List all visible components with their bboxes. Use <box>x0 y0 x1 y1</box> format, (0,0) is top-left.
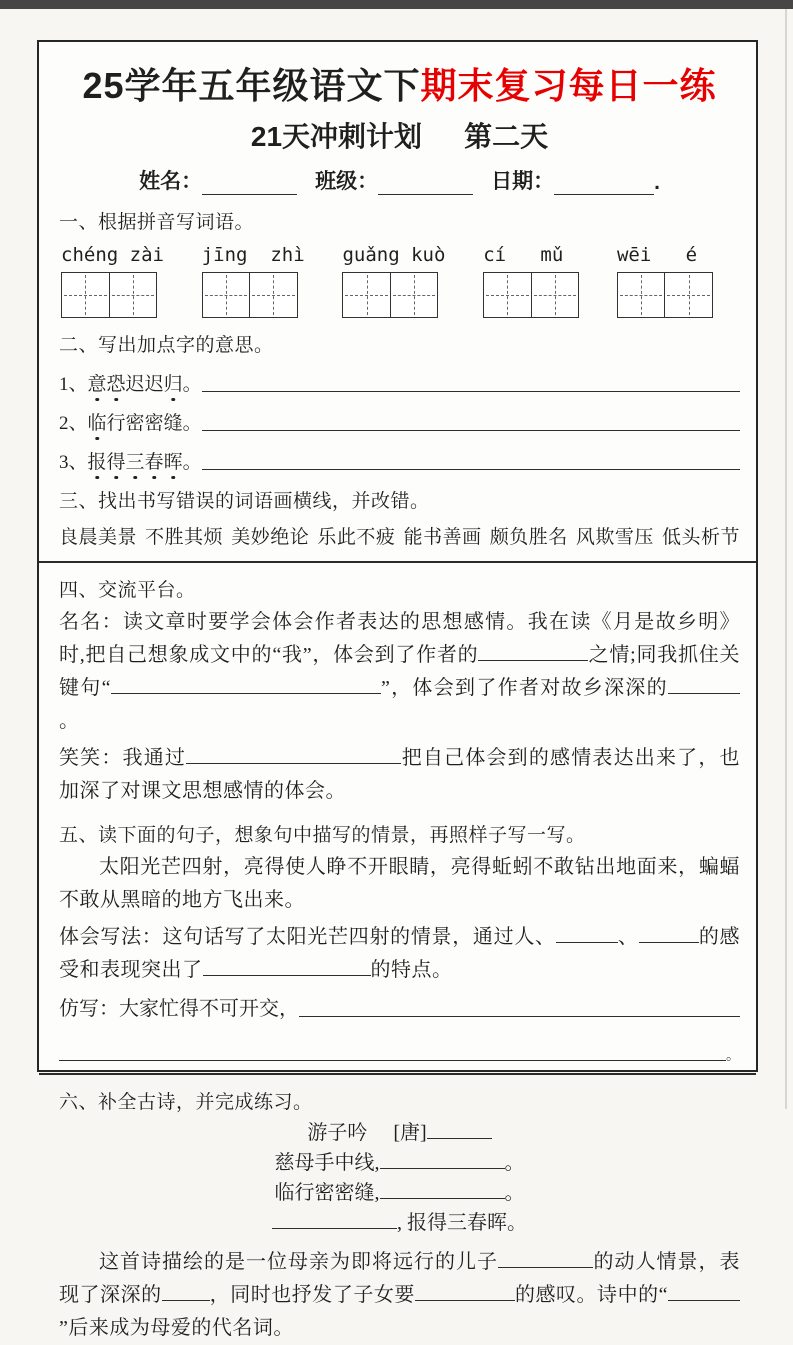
text-segment: 的感叹。诗中的“ <box>514 1284 669 1306</box>
pinyin-label: chéng zài <box>61 244 164 266</box>
pinyin-group <box>61 244 164 318</box>
text-segment: 的特点。 <box>370 959 453 981</box>
char: 密 <box>144 413 164 434</box>
inline-blank <box>498 1251 593 1268</box>
date-label: 日期： <box>491 170 555 193</box>
imitation-row-2 <box>59 1045 740 1065</box>
char: 迟 <box>144 374 164 395</box>
answer-line <box>59 1060 726 1061</box>
text-segment: ”，体会到了作者对故乡深深的 <box>380 677 668 699</box>
section-divider <box>39 1073 756 1075</box>
char: 密 <box>125 413 145 434</box>
item-number: 3、 <box>59 452 88 473</box>
char: 行 <box>106 413 126 434</box>
pinyin-label: jīng zhì <box>201 244 305 266</box>
grid-cell <box>109 273 157 317</box>
dialogue-mingming <box>59 606 740 738</box>
grid-cell <box>203 273 250 317</box>
section1-heading: 一、根据拼音写词语。 <box>59 212 255 233</box>
poem-analysis <box>59 1246 740 1345</box>
dotted-char: 意 <box>88 369 107 396</box>
punct: 。 <box>182 374 202 395</box>
answer-line <box>299 1016 740 1017</box>
inline-blank <box>162 1284 210 1301</box>
dotted-char: 晖 <box>164 447 183 474</box>
answer-line <box>202 391 740 392</box>
page-title-black: 25学年五年级语文下 <box>82 65 421 106</box>
dotted-char: 恐 <box>107 369 126 396</box>
section3-heading: 三、找出书写错误的词语画横线，并改错。 <box>59 491 430 512</box>
grid-cell <box>62 273 109 317</box>
pinyin-group <box>342 244 445 318</box>
inline-blank <box>668 677 740 694</box>
grid-cell <box>618 273 665 317</box>
section2-heading: 二、写出加点字的意思。 <box>59 335 274 356</box>
dotted-item <box>59 408 740 435</box>
class-blank <box>378 177 473 195</box>
section4-heading: 四、交流平台。 <box>59 580 196 601</box>
class-label: 班级： <box>315 170 379 193</box>
inline-blank <box>415 1284 515 1301</box>
text-segment: 这首诗描绘的是一位母亲为即将远行的儿子 <box>99 1251 498 1273</box>
section5-heading: 五、读下面的句子，想象句中描写的情景，再照样子写一写。 <box>59 825 586 846</box>
student-info-row <box>59 165 740 195</box>
dotted-char: 报 <box>88 447 107 474</box>
punct: 。 <box>182 413 202 434</box>
word-item: 不胜其烦 <box>145 527 224 548</box>
page-subtitle <box>59 115 740 155</box>
pinyin-group <box>483 244 579 318</box>
scan-right-edge <box>785 9 787 1109</box>
inline-blank <box>203 959 371 976</box>
text-segment: 仿写：大家忙得不可开交， <box>59 998 299 1020</box>
pinyin-row <box>61 244 713 318</box>
word-item: 美妙绝论 <box>231 527 310 548</box>
inline-blank <box>556 926 618 943</box>
word-item: 乐此不疲 <box>317 527 396 548</box>
poem-author-bracket: [唐] <box>393 1122 427 1144</box>
writing-grid <box>202 272 298 318</box>
poem-block <box>59 1118 740 1238</box>
inline-blank <box>427 1122 492 1139</box>
punct: 。 <box>504 1182 525 1204</box>
pinyin-label: wēi é <box>616 244 698 266</box>
answer-line <box>202 469 740 470</box>
date-blank <box>554 177 654 195</box>
text-segment: 、 <box>617 926 639 948</box>
pinyin-group <box>617 244 713 318</box>
grid-cell <box>484 273 531 317</box>
word-list <box>59 522 740 549</box>
text-segment: 的动人情景，表现了深深的 <box>59 1251 740 1306</box>
writing-grid <box>617 272 713 318</box>
grid-cell <box>664 273 712 317</box>
name-blank <box>202 177 297 195</box>
inline-blank <box>380 1152 505 1169</box>
inline-blank <box>478 644 588 661</box>
punct: 。 <box>726 1049 740 1064</box>
page-title-red: 期末复习每日一练 <box>420 65 717 106</box>
dotted-item <box>59 369 740 396</box>
dialogue-xiaoxiao <box>59 742 740 808</box>
text-segment: 之情;同我抓住关键句“ <box>59 644 740 699</box>
text-segment: 临行密密缝, <box>274 1182 380 1204</box>
writing-grid <box>483 272 579 318</box>
worksheet-frame <box>37 40 758 1339</box>
grid-cell <box>531 273 579 317</box>
inline-blank <box>186 747 401 764</box>
scan-top-edge <box>0 0 793 9</box>
page-title <box>59 58 740 109</box>
poem-line <box>59 1148 740 1178</box>
inline-blank <box>639 926 699 943</box>
punct: 。 <box>504 1152 525 1174</box>
imitation-row <box>59 992 740 1021</box>
text-segment: ”后来成为母爱的代名词。 <box>59 1317 294 1339</box>
text-segment: 慈母手中线, <box>274 1152 380 1174</box>
subtitle-plan: 21天冲刺计划 <box>250 121 423 152</box>
pinyin-group <box>202 244 305 318</box>
text-segment: 。 <box>59 710 80 732</box>
poem-line <box>59 1208 740 1238</box>
method-analysis <box>59 921 740 987</box>
word-item: 低头析节 <box>661 527 740 548</box>
char: 迟 <box>125 374 145 395</box>
punct: 。 <box>182 452 202 473</box>
dotted-char: 归 <box>164 369 183 396</box>
grid-cell <box>390 273 438 317</box>
item-number: 2、 <box>59 413 88 434</box>
text-segment: , 报得三春晖。 <box>397 1212 527 1234</box>
section6-heading: 六、补全古诗，并完成练习。 <box>59 1092 313 1113</box>
dotted-char: 得 <box>107 447 126 474</box>
pinyin-label: cí mǔ <box>483 244 564 266</box>
text-segment: 笑笑：我通过 <box>59 747 187 769</box>
text-segment: 名名：读文章时要学会体会作者表达的思想感情。我在读《月是故乡明》时,把自己想象成文中的“我”，体会到了作者的 <box>59 611 740 666</box>
inline-blank <box>668 1284 740 1301</box>
poem-title-line <box>59 1118 740 1148</box>
poem-title: 游子吟 <box>307 1122 368 1144</box>
grid-cell <box>249 273 297 317</box>
text-segment: 体会写法：这句话写了太阳光芒四射的情景，通过人、 <box>59 926 556 948</box>
word-item: 能书善画 <box>403 527 482 548</box>
grid-cell <box>343 273 390 317</box>
example-sentence: 太阳光芒四射，亮得使人睁不开眼睛，亮得蚯蚓不敢钻出地面来，蝙蝠不敢从黑暗的地方飞出来。 <box>59 856 740 911</box>
section-divider <box>39 561 756 563</box>
inline-blank <box>380 1182 505 1199</box>
item-number: 1、 <box>59 374 88 395</box>
dotted-char: 临 <box>88 408 107 435</box>
writing-grid <box>61 272 157 318</box>
text-segment: ，同时也抒发了子女要 <box>209 1284 415 1306</box>
poem-line <box>59 1178 740 1208</box>
text-segment: 的感受和表现突出了 <box>59 926 741 981</box>
word-item: 良晨美景 <box>59 527 138 548</box>
pinyin-label: guǎng kuò <box>342 244 446 266</box>
dotted-char: 春 <box>145 447 164 474</box>
answer-line <box>202 430 740 431</box>
dotted-char: 三 <box>126 447 145 474</box>
text-segment: 把自己体会到的感情表达出来了，也加深了对课文思想感情的体会。 <box>59 747 741 802</box>
char: 缝 <box>163 413 183 434</box>
inline-blank <box>111 677 381 694</box>
name-label: 姓名： <box>139 170 203 193</box>
dotted-item <box>59 447 740 474</box>
word-item: 颇负胜名 <box>489 527 568 548</box>
date-period: . <box>654 171 660 194</box>
subtitle-day: 第二天 <box>464 121 549 152</box>
word-item: 风欺雪压 <box>575 527 654 548</box>
inline-blank <box>272 1212 397 1229</box>
writing-grid <box>342 272 438 318</box>
